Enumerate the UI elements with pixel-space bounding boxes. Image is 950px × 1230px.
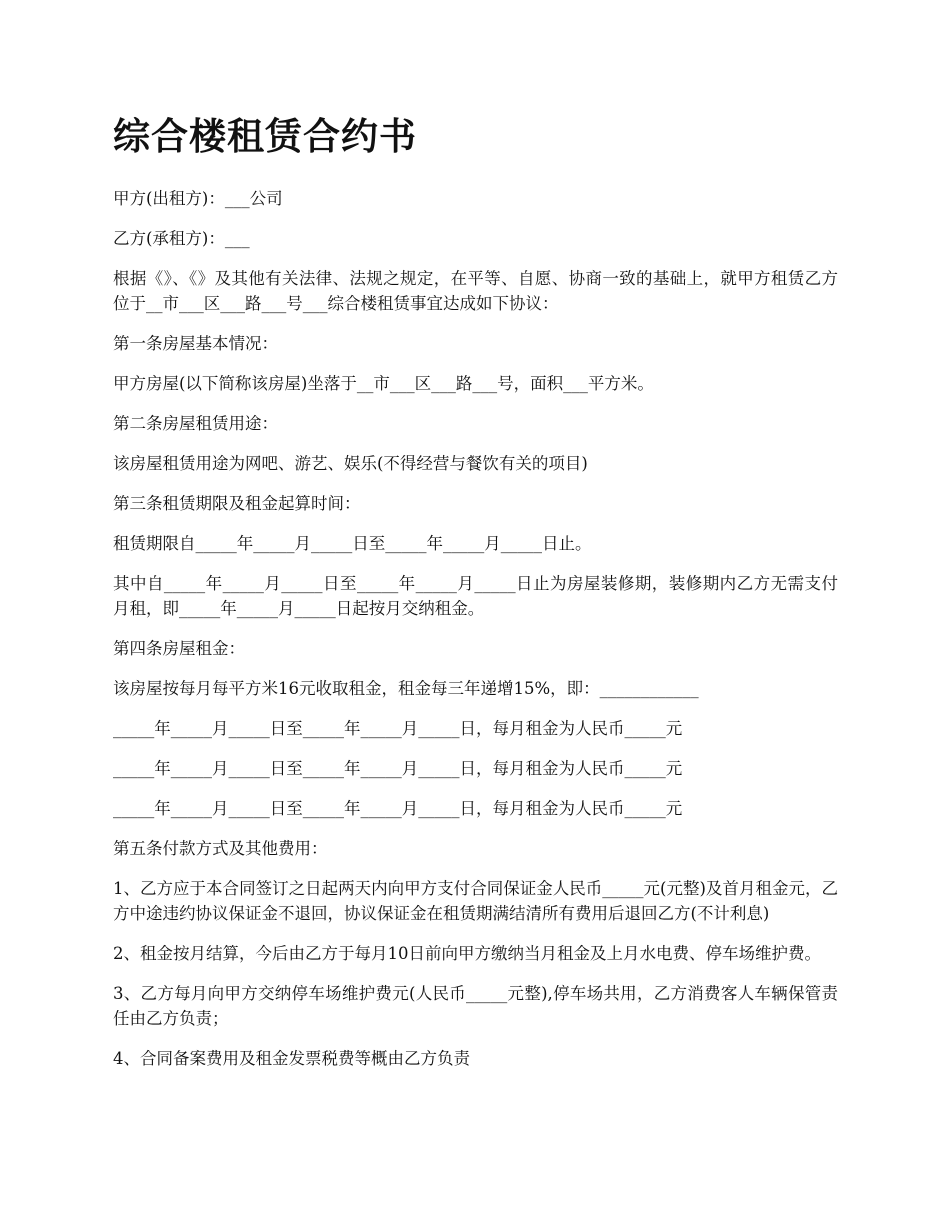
party-a-line: 甲方(出租方)：___公司 bbox=[113, 189, 283, 208]
rent-period-line: _____年_____月_____日至_____年_____月_____日，每月租金为人民币_____元 bbox=[113, 719, 683, 738]
article-2-heading: 第二条房屋租赁用途： bbox=[113, 414, 278, 433]
document-title: 综合楼租赁合约书 bbox=[113, 114, 417, 158]
preamble-paragraph: 根据《》、《》及其他有关法律、法规之规定，在平等、自愿、协商一致的基础上，就甲方租赁乙方位于__市___区___路___号___综合楼租赁事宜达成如下协议： bbox=[113, 269, 838, 313]
rent-period-line: _____年_____月_____日至_____年_____月_____日，每月租金为人民币_____元 bbox=[113, 759, 683, 778]
article-4-heading: 第四条房屋租金： bbox=[113, 639, 245, 658]
article-1-text: 甲方房屋(以下简称该房屋)坐落于__市___区___路___号，面积___平方米。 bbox=[113, 374, 654, 393]
article-4-text: 该房屋按每月每平方米16元收取租金，租金每三年递增15%，即：____________ bbox=[113, 679, 699, 698]
article-5-item-4: 4、合同备案费用及租金发票税费等概由乙方负责 bbox=[113, 1049, 470, 1068]
article-3-heading: 第三条租赁期限及租金起算时间： bbox=[113, 494, 361, 513]
party-b-line: 乙方(承租方)：___ bbox=[113, 229, 250, 248]
rent-period-line: _____年_____月_____日至_____年_____月_____日，每月租金为人民币_____元 bbox=[113, 799, 683, 818]
article-1-heading: 第一条房屋基本情况： bbox=[113, 334, 278, 353]
article-5-item-1: 1、乙方应于本合同签订之日起两天内向甲方支付合同保证金人民币_____元(元整)及首月租金元，乙方中途违约协议保证金不退回，协议保证金在租赁期满结清所有费用后退回乙方(不计利息) bbox=[113, 879, 838, 923]
article-3-renovation-text: 其中自_____年_____月_____日至_____年_____月_____日止为房屋装修期，装修期内乙方无需支付月租，即_____年_____月_____日起按月交纳租金。 bbox=[113, 574, 838, 618]
article-3-term-line: 租赁期限自_____年_____月_____日至_____年_____月_____日止。 bbox=[113, 534, 592, 553]
article-5-heading: 第五条付款方式及其他费用： bbox=[113, 839, 328, 858]
article-5-item-2: 2、租金按月结算，今后由乙方于每月10日前向甲方缴纳当月租金及上月水电费、停车场维护费。 bbox=[113, 944, 821, 963]
article-5-item-3: 3、乙方每月向甲方交纳停车场维护费元(人民币_____元整),停车场共用，乙方消费客人车辆保管责任由乙方负责； bbox=[113, 984, 838, 1028]
document-body bbox=[113, 186, 838, 1071]
article-2-text: 该房屋租赁用途为网吧、游艺、娱乐(不得经营与餐饮有关的项目) bbox=[113, 454, 588, 473]
